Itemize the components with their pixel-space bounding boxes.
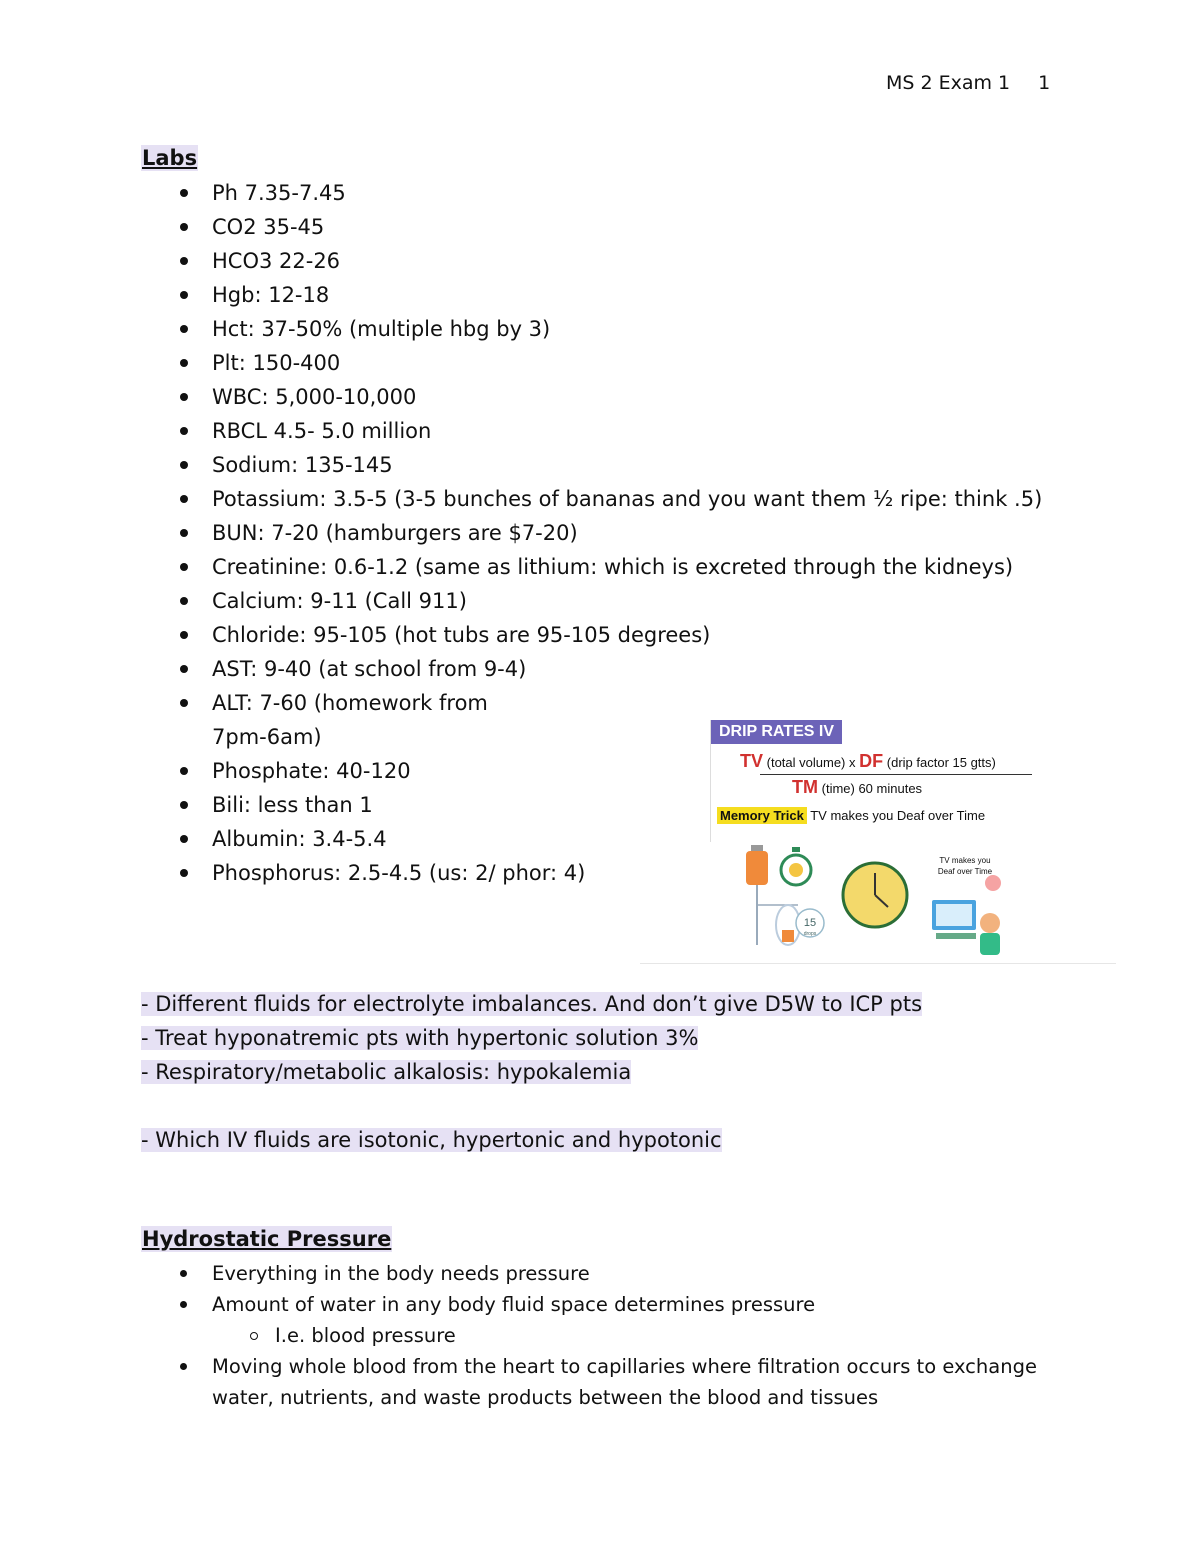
stopwatch-icon	[781, 847, 811, 885]
list-item: Plt: 150-400	[141, 346, 1081, 380]
document-title: MS 2 Exam 1	[886, 72, 1011, 94]
page-header	[886, 72, 1050, 94]
list-item: Creatinine: 0.6-1.2 (same as lithium: which is excreted through the kidneys)	[141, 550, 1081, 584]
list-item: BUN: 7-20 (hamburgers are $7-20)	[141, 516, 1081, 550]
list-item: Bili: less than 1	[141, 788, 1081, 822]
notes-block	[141, 987, 922, 1157]
list-item: Everything in the body needs pressure	[141, 1258, 1061, 1289]
memory-trick	[717, 808, 985, 823]
hydrostatic-heading: Hydrostatic Pressure	[142, 1227, 392, 1251]
list-item: CO2 35-45	[141, 210, 1081, 244]
memory-trick-text: TV makes you Deaf over Time	[810, 808, 986, 823]
list-item: RBCL 4.5- 5.0 million	[141, 414, 1081, 448]
drip-rates-figure	[640, 715, 1116, 964]
drip-rates-tag: DRIP RATES IV	[711, 720, 842, 744]
tv-description: (total volume) x	[766, 755, 856, 770]
tv-icon	[932, 875, 1001, 955]
note-line: - Different fluids for electrolyte imbalances. And don’t give D5W to ICP pts	[141, 992, 923, 1016]
hydrostatic-list	[141, 1258, 1061, 1413]
list-item: I.e. blood pressure	[141, 1320, 1061, 1351]
memory-trick-label: Memory Trick	[717, 807, 807, 824]
list-item: ALT: 7-60 (homework from 7pm-6am)	[141, 686, 532, 754]
list-item: Hct: 37-50% (multiple hbg by 3)	[141, 312, 1081, 346]
list-item: Moving whole blood from the heart to capillaries where filtration occurs to exchange water, nutrients, and waste products between the blood and tissues	[141, 1351, 1061, 1413]
formula-numerator	[740, 751, 996, 772]
drops-number: 15	[803, 917, 817, 929]
note-line: - Which IV fluids are isotonic, hypertonic and hypotonic	[141, 1128, 722, 1152]
list-item: Phosphorus: 2.5-4.5 (us: 2/ phor: 4)	[141, 856, 1081, 890]
page-number: 1	[1038, 72, 1051, 94]
note-line: - Treat hyponatremic pts with hypertonic solution 3%	[141, 1026, 699, 1050]
list-item: Calcium: 9-11 (Call 911)	[141, 584, 1081, 618]
list-item: Amount of water in any body fluid space determines pressure	[141, 1289, 1061, 1320]
note-line: - Respiratory/metabolic alkalosis: hypokalemia	[141, 1060, 632, 1084]
list-item: Albumin: 3.4-5.4	[141, 822, 1081, 856]
tm-description: (time) 60 minutes	[821, 781, 923, 796]
list-item: Potassium: 3.5-5 (3-5 bunches of bananas and you want them ½ ripe: think .5)	[141, 482, 1081, 516]
drip-illustration	[738, 845, 1108, 955]
list-item: WBC: 5,000-10,000	[141, 380, 1081, 414]
df-label: DF	[859, 751, 884, 771]
formula-denominator	[792, 777, 922, 798]
tm-label: TM	[792, 777, 818, 797]
list-item: Chloride: 95-105 (hot tubs are 95-105 degrees)	[141, 618, 1081, 652]
fraction-bar	[760, 774, 1032, 775]
list-item: HCO3 22-26	[141, 244, 1081, 278]
list-item: Sodium: 135-145	[141, 448, 1081, 482]
list-item: Phosphate: 40-120	[141, 754, 1081, 788]
list-item: Hgb: 12-18	[141, 278, 1081, 312]
drops-unit: drops	[803, 931, 817, 937]
clock-icon	[843, 863, 907, 927]
labs-heading: Labs	[142, 146, 198, 170]
tv-label: TV	[740, 751, 764, 771]
list-item: AST: 9-40 (at school from 9-4)	[141, 652, 1081, 686]
df-description: (drip factor 15 gtts)	[886, 755, 996, 770]
list-item: Ph 7.35-7.45	[141, 176, 1081, 210]
tv-caption: TV makes you Deaf over Time	[937, 856, 993, 876]
